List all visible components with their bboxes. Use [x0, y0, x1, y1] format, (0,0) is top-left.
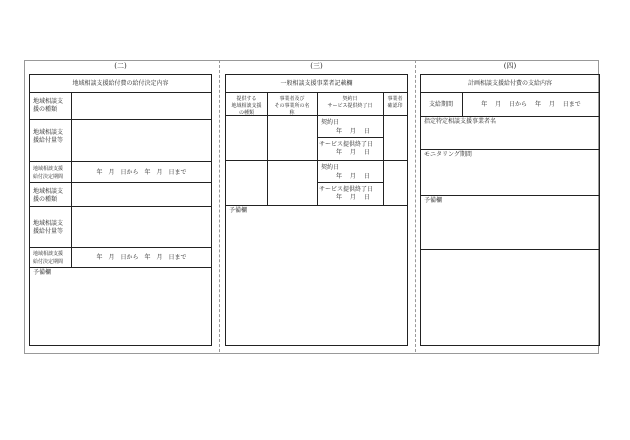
- section-number: (三): [310, 62, 323, 70]
- decision-table: [29, 74, 212, 346]
- section-title: 地域相談支援給付費の給付決定内容: [72, 80, 169, 87]
- contract-date-label: 契約日: [321, 119, 340, 126]
- perforation-line: [219, 60, 220, 352]
- date-text: 年 月 日: [336, 194, 370, 201]
- payment-table: [420, 74, 600, 346]
- column-header: 契約日 サービス提供終了日: [327, 96, 373, 109]
- end-date-label: サービス提供終了日: [319, 186, 374, 193]
- row-label: 地域相談支援 給付決定期間: [33, 166, 64, 180]
- provider-label: 指定特定相談支援事業者名: [424, 118, 497, 125]
- date-text: 年 月 日: [336, 149, 370, 156]
- column-header: 提供する 地域相談支援 の種類: [231, 96, 262, 116]
- provider-table: [225, 74, 408, 346]
- column-header: 事業者 確認印: [387, 96, 403, 109]
- period-text: 年 月 日から 年 月 日まで: [96, 169, 187, 176]
- row-label: 地域相談支 援の種類: [33, 188, 64, 203]
- date-text: 年 月 日: [336, 128, 370, 135]
- section-title: 計画相談支援給付費の支給内容: [467, 80, 552, 87]
- row-label: 地域相談支 援給付量等: [33, 220, 64, 235]
- row-label: 地域相談支 援給付量等: [33, 129, 64, 144]
- row-label: 地域相談支 援の種類: [33, 98, 64, 113]
- remarks-label: 予備欄: [229, 207, 248, 214]
- row-label: 地域相談支援 給付決定期間: [33, 251, 64, 265]
- monitoring-label: モニタリング期間: [424, 151, 472, 158]
- contract-date-label: 契約日: [321, 164, 340, 171]
- section-number: (二): [114, 62, 127, 70]
- period-label: 支給期間: [429, 101, 454, 108]
- period-text: 年 月 日から 年 月 日まで: [96, 254, 187, 261]
- period-text: 年 月 日から 年 月 日まで: [481, 101, 581, 108]
- column-header: 事業者及び その事業所の名 称: [274, 96, 310, 116]
- remarks-label: 予備欄: [424, 197, 443, 204]
- section-title: 一般相談支援事業者記載欄: [280, 80, 353, 87]
- remarks-label: 予備欄: [33, 269, 52, 276]
- section-number: (四): [503, 62, 517, 70]
- date-text: 年 月 日: [336, 173, 370, 180]
- perforation-line: [415, 60, 416, 352]
- end-date-label: サービス提供終了日: [319, 141, 374, 148]
